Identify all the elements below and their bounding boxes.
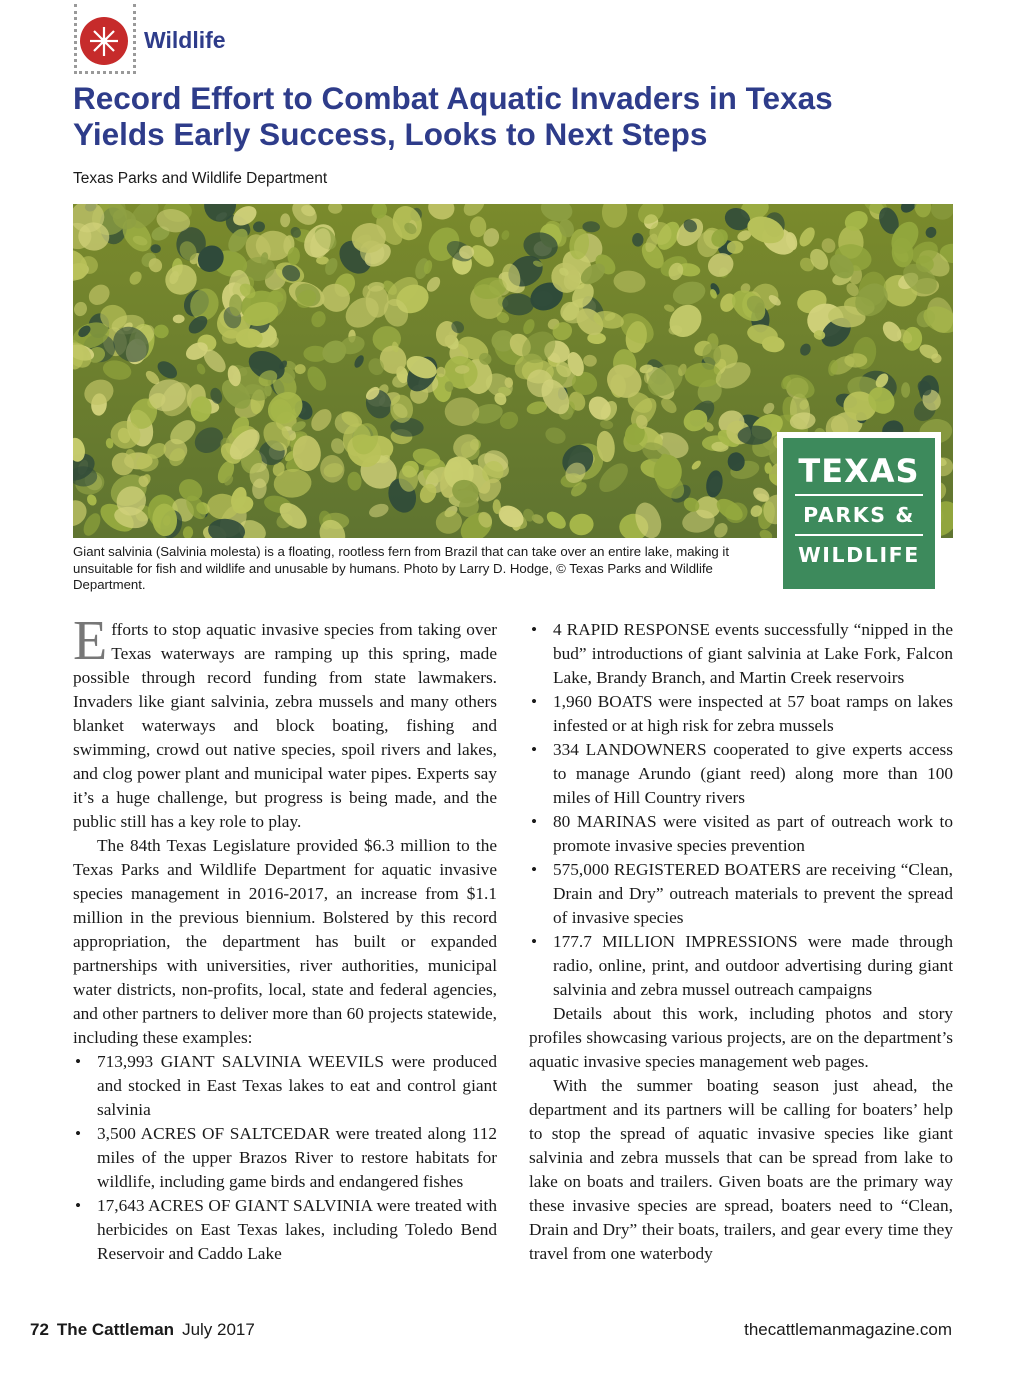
magazine-website: thecattlemanmagazine.com [744, 1320, 952, 1339]
list-item: • 3,500 ACRES OF SALTCEDAR were treated along 112 miles of the upper Brazos River to restore habitats for wildlife, including game birds and endangered fishes [73, 1122, 497, 1194]
intro-text: fforts to stop aquatic invasive species from taking over Texas waterways are ramping up this spring, made possible through record funding from state lawmakers. Invaders like giant salvinia, zebra mussels and many others blanket waterways and block boating, fishing and swimming, crowd out native species, spoil rivers and lakes, and clog power plant and municipal water pipes. Experts say it’s a huge challenge, but progress is being made, and the public still has a key role to play. [73, 620, 497, 831]
article-headline [73, 80, 953, 152]
logo-rule [795, 534, 923, 536]
list-item: • 17,643 ACRES OF GIANT SALVINIA were treated with herbicides on East Texas lakes, including Toledo Bend Reservoir and Caddo Lake [73, 1194, 497, 1266]
headline-line-1: Record Effort to Combat Aquatic Invaders in Texas [73, 80, 833, 116]
results-list-left [73, 1050, 497, 1266]
headline-line-2: Yields Early Success, Looks to Next Steps [73, 116, 708, 152]
intro-paragraph [73, 610, 497, 834]
list-item: • 80 MARINAS were visited as part of outreach work to promote invasive species prevention [529, 810, 953, 858]
results-list-right [529, 618, 953, 1002]
list-item: • 177.7 MILLION IMPRESSIONS were made through radio, online, print, and outdoor advertising during giant salvinia and zebra mussel outreach campaigns [529, 930, 953, 1002]
list-item: • 575,000 REGISTERED BOATERS are receiving “Clean, Drain and Dry” outreach materials to prevent the spread of invasive species [529, 858, 953, 930]
page-footer-left [30, 1320, 255, 1340]
windmill-icon [80, 17, 128, 65]
page-number: 72 [30, 1320, 49, 1339]
article-column-right [529, 618, 953, 1266]
list-item: • 1,960 BOATS were inspected at 57 boat ramps on lakes infested or at high risk for zebra mussels [529, 690, 953, 738]
list-item: • 4 RAPID RESPONSE events successfully “nipped in the bud” introductions of giant salvinia at Lake Fork, Falcon Lake, Brandy Branch, and Martin Creek reservoirs [529, 618, 953, 690]
photo-texture [844, 353, 867, 367]
section-label: Wildlife [144, 27, 226, 53]
issue-date: July 2017 [182, 1320, 255, 1339]
logo-wildlife: WILDLIFE [798, 543, 920, 567]
list-item: • 713,993 GIANT SALVINIA WEEVILS were produced and stocked in East Texas lakes to eat and control giant salvinia [73, 1050, 497, 1122]
byline: Texas Parks and Wildlife Department [73, 170, 328, 187]
logo-parks: PARKS & [803, 503, 915, 527]
magazine-name: The Cattleman [56, 1320, 175, 1339]
photo-caption: Giant salvinia (Salvinia molesta) is a floating, rootless fern from Brazil that can take over an entire lake, making it unsuitable for fish and wildlife and unusable by humans. Photo by Larry D. Hodge, © Texas Parks and Wildlife Department. [73, 544, 730, 592]
article-column-left [73, 610, 497, 1266]
logo-texas: TEXAS [798, 452, 920, 490]
boating-season-paragraph: With the summer boating season just ahead, the department and its partners will be calling for boaters’ help to stop the spread of aquatic invasive species like giant salvinia and zebra mussels that can be spread from lake to lake on boats and trailers. Given boats are the primary way these invasive species are spread, boaters need to “Clean, Drain and Dry” their boats, trailers, and gear every time they travel from one waterbody [529, 1076, 953, 1263]
logo-rule [795, 494, 923, 496]
legislature-paragraph: The 84th Texas Legislature provided $6.3 million to the Texas Parks and Wildlife Department for aquatic invasive species management in 2016-2017, an increase from $1.1 million in the previous biennium. Bolstered by this record appropriation, the department has built or expanded partnerships with universities, river authorities, municipal water districts, non-profits, local, state and federal agencies, and other partners to deliver more than 60 projects statewide, including these examples: [73, 836, 497, 1047]
details-paragraph: Details about this work, including photos and story profiles showcasing various projects, are on the department’s aquatic invasive species management web pages. [529, 1004, 953, 1071]
drop-cap: E [73, 610, 108, 672]
photo-texture [436, 367, 445, 378]
texas-parks-wildlife-logo [777, 432, 941, 595]
list-item: • 334 LANDOWNERS cooperated to give experts access to manage Arundo (giant reed) along more than 100 miles of Hill Country rivers [529, 738, 953, 810]
